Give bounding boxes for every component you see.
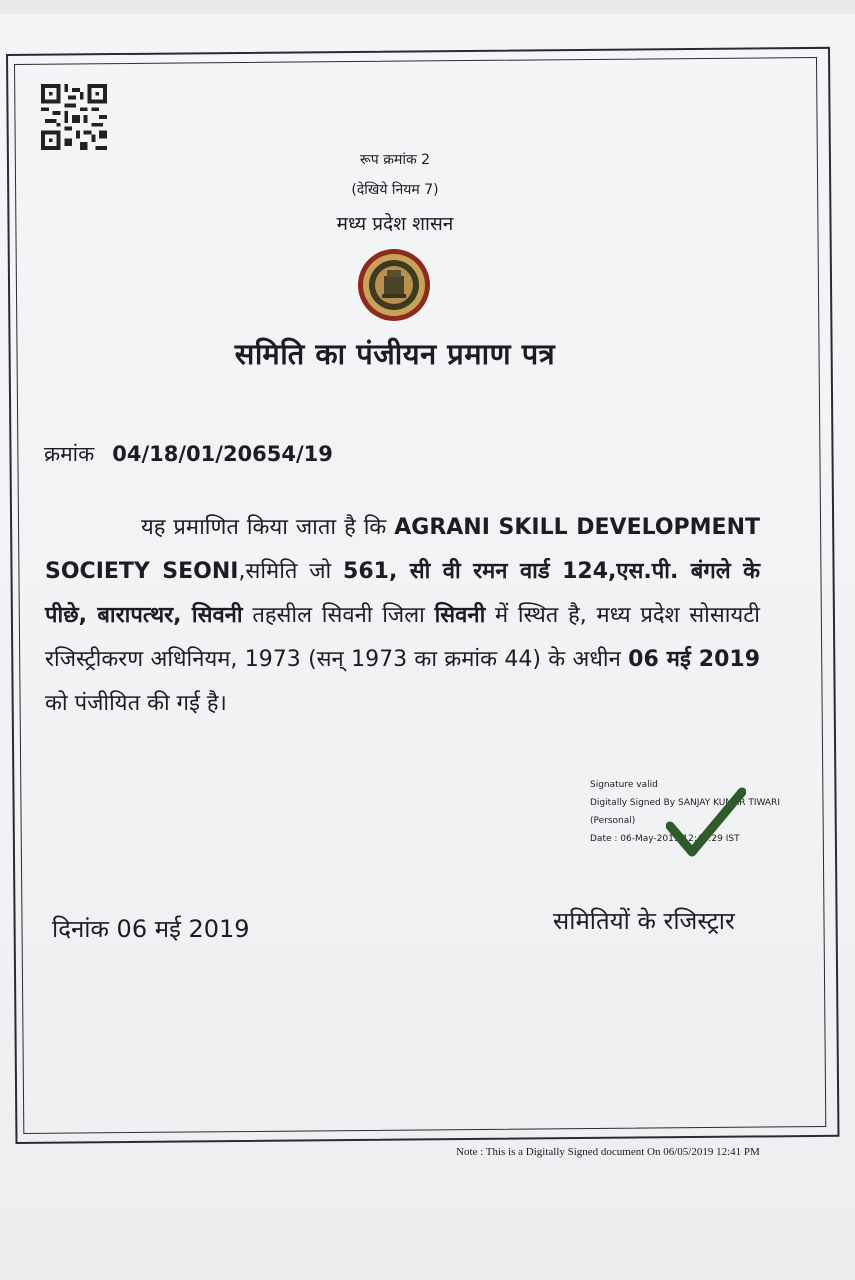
registrar-title: समितियों के रजिस्ट्रार — [553, 907, 735, 935]
certificate-title: समिति का पंजीयन प्रमाण पत्र — [234, 337, 556, 371]
certificate-body — [45, 506, 760, 726]
signature-status: Signature valid — [590, 780, 658, 790]
serial-number-line — [44, 440, 333, 468]
form-number: रूप क्रमांक 2 — [359, 152, 431, 168]
check-mark-icon — [666, 786, 746, 860]
signature-signer: Digitally Signed By SANJAY KUMAR TIWARI — [590, 798, 780, 808]
signature-type: (Personal) — [590, 816, 636, 826]
body-text-part: में स्थित है, मध्य प्रदेश सोसायटी रजिस्ट्रीकरण अधिनियम, 1973 (सन् 1973 का क्रमांक 44) के अधीन — [45, 603, 760, 672]
government-name: मध्य प्रदेश शासन — [336, 213, 454, 235]
district-name: सिवनी — [434, 603, 486, 628]
issue-date: दिनांक 06 मई 2019 — [52, 915, 250, 943]
registration-date: 06 मई 2019 — [628, 647, 760, 672]
digital-sign-note: Note : This is a Digitally Signed document On 06/05/2019 12:41 PM — [456, 1146, 760, 1158]
rule-reference: (देखिये नियम 7) — [351, 182, 439, 198]
signature-date: Date : 06-May-2019 12:41:29 IST — [590, 834, 740, 844]
state-emblem-icon — [357, 248, 431, 322]
serial-number: 04/18/01/20654/19 — [112, 442, 333, 466]
society-name: AGRANI SKILL DEVELOPMENT SOCIETY SEONI — [45, 515, 760, 584]
serial-label: क्रमांक — [44, 442, 95, 466]
qr-code-icon — [40, 84, 108, 150]
body-text-part: यह प्रमाणित किया जाता है कि — [141, 515, 395, 540]
society-address: 561, सी वी रमन वार्ड 124,एस.पी. बंगले के पीछे, बारापत्थर, सिवनी — [45, 559, 760, 628]
body-text-part: तहसील सिवनी जिला — [242, 603, 435, 628]
body-text-part: को पंजीयित की गई है। — [45, 691, 227, 716]
body-text-part: ,समिति जो — [238, 559, 344, 584]
